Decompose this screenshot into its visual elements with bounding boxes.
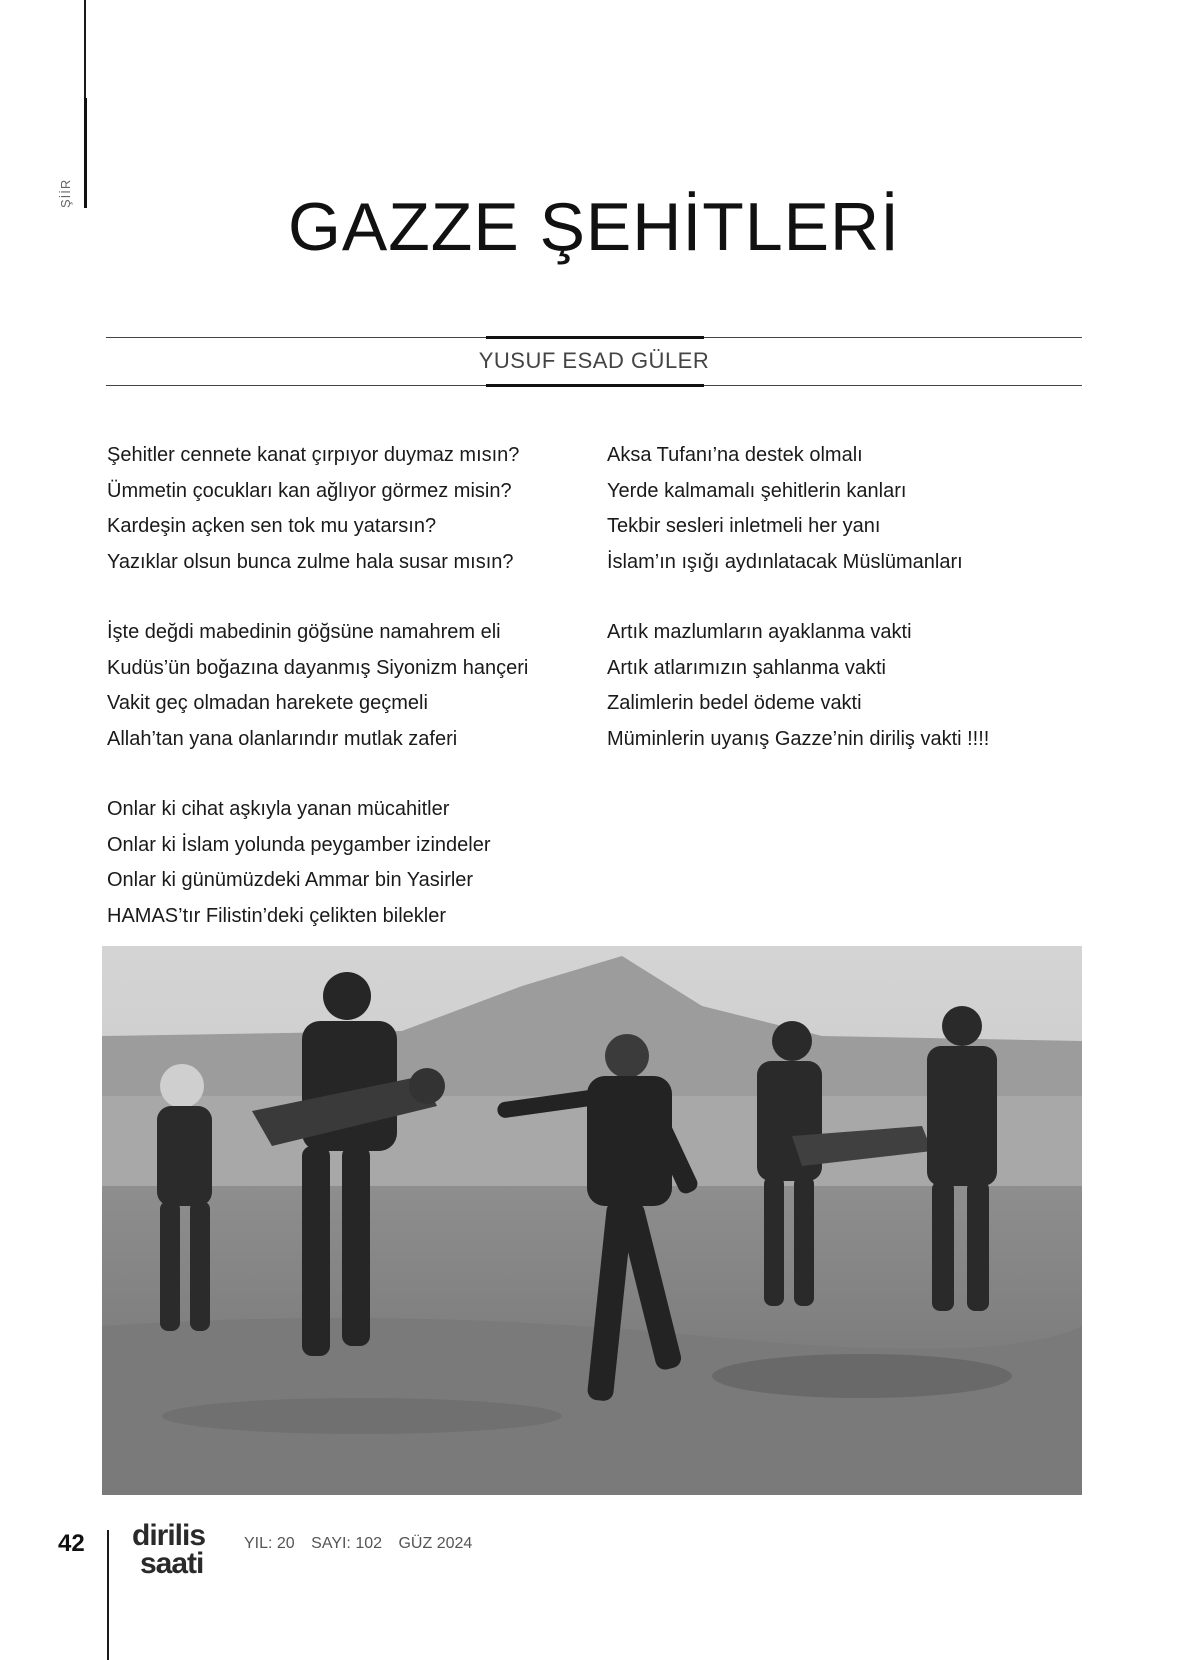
poem-line: Onlar ki cihat aşkıyla yanan mücahitler (107, 798, 450, 820)
poem-line: Yazıklar olsun bunca zulme hala susar mısın? (107, 550, 514, 573)
poem-line: Onlar ki İslam yolunda peygamber izindeler (107, 833, 491, 856)
poem-line: Artık atlarımızın şahlanma vakti (607, 656, 886, 679)
stanza (107, 438, 587, 580)
poem-line: Aksa Tufanı’na destek olmalı (607, 444, 863, 466)
issue-number: SAYI: 102 (311, 1535, 383, 1552)
author-rule-top-accent (486, 336, 704, 339)
stanza (107, 615, 587, 757)
page-number: 42 (58, 1530, 85, 1557)
photo-children-carrying-wounded (102, 946, 1082, 1495)
author-rule-bottom-accent (486, 384, 704, 387)
poem-line: Kudüs’ün boğazına dayanmış Siyonizm hançeri (107, 656, 529, 679)
poem-line: Kardeşin açken sen tok mu yatarsın? (107, 515, 437, 537)
poem-column-left (107, 438, 587, 969)
poem-column-right (607, 438, 1087, 792)
stanza (607, 615, 1087, 757)
magazine-logo-line1: dirilis (132, 1519, 206, 1552)
poem-line: Vakit geç olmadan harekete geçmeli (107, 692, 428, 714)
poem-line: HAMAS’tır Filistin’deki çelikten bilekler (107, 904, 446, 927)
poem-line: Şehitler cennete kanat çırpıyor duymaz mısın? (107, 444, 520, 466)
poem-line: Artık mazlumların ayaklanma vakti (607, 621, 912, 643)
poem-line: Ümmetin çocukları kan ağlıyor görmez misin? (107, 479, 512, 502)
footer-rule (107, 1530, 109, 1660)
magazine-logo-line2: saati (140, 1547, 204, 1580)
poem-line: Müminlerin uyanış Gazze’nin diriliş vakti !!!! (607, 727, 990, 750)
section-tag: ŞİİR (58, 178, 73, 208)
magazine-logo (132, 1519, 206, 1580)
poem-line: Zalimlerin bedel ödeme vakti (607, 692, 862, 714)
issue-season: GÜZ 2024 (398, 1535, 473, 1552)
author-name: YUSUF ESAD GÜLER (478, 348, 710, 373)
poem-line: İslam’ın ışığı aydınlatacak Müslümanları (607, 550, 963, 573)
poem-line: Onlar ki günümüzdeki Ammar bin Yasirler (107, 869, 474, 891)
poem-line: İşte değdi mabedinin göğsüne namahrem eli (107, 621, 501, 643)
issue-info (244, 1535, 484, 1553)
poem-line: Allah’tan yana olanlarındır mutlak zaferi (107, 727, 458, 750)
poem-line: Yerde kalmamalı şehitlerin kanları (607, 479, 907, 502)
poem-title: GAZZE ŞEHİTLERİ (288, 189, 900, 265)
poem-line: Tekbir sesleri inletmeli her yanı (607, 515, 881, 537)
stanza (107, 792, 587, 934)
stanza (607, 438, 1087, 580)
issue-year: YIL: 20 (244, 1535, 295, 1552)
